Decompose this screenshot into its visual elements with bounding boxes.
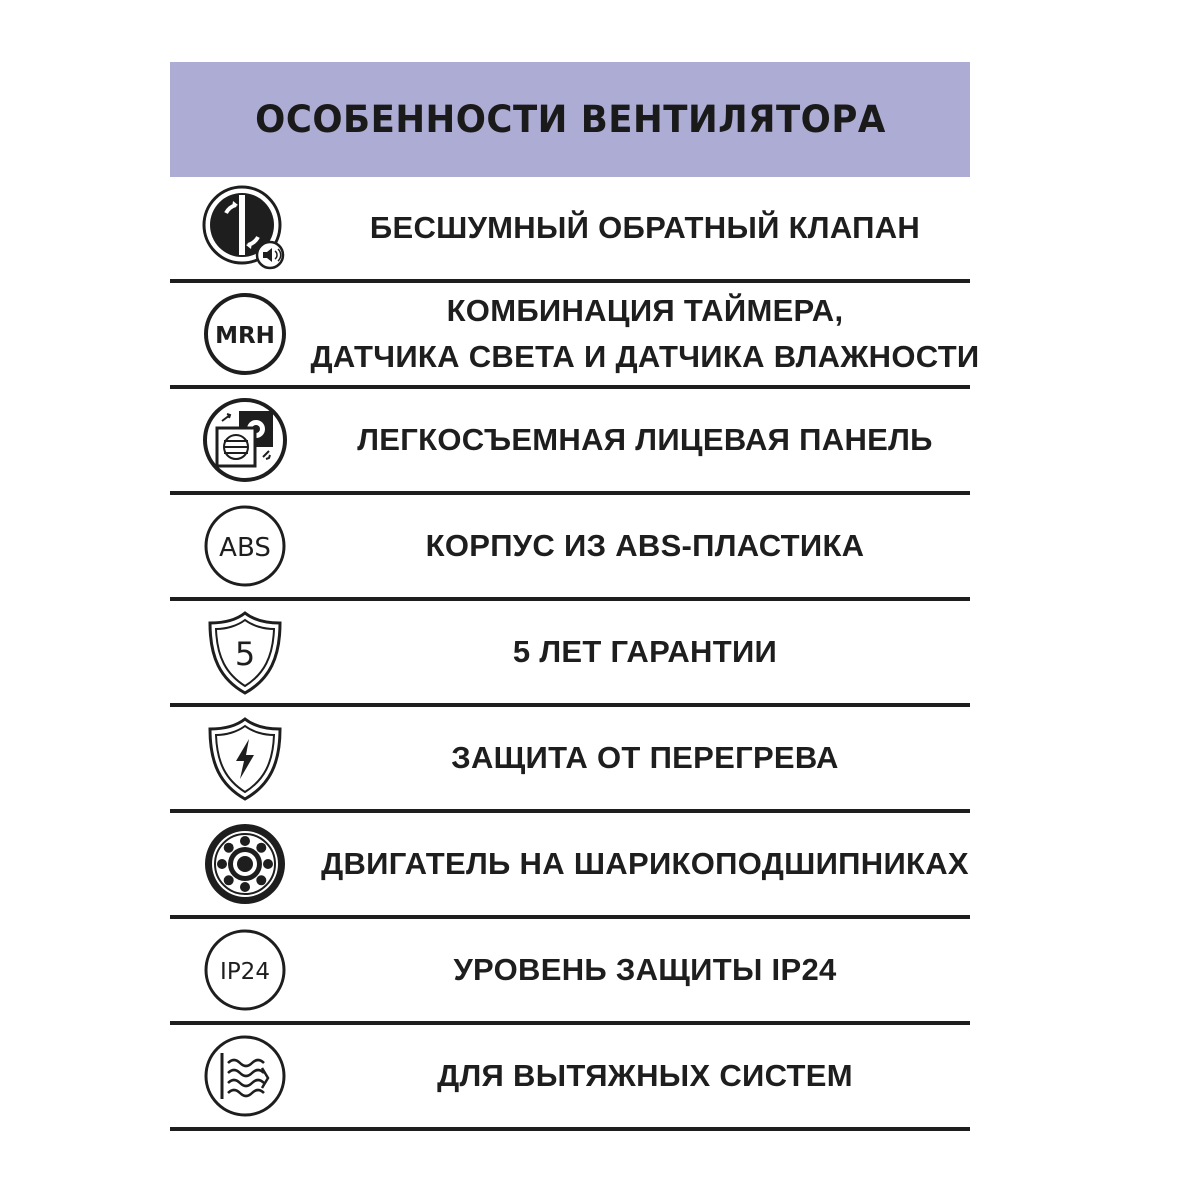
feature-row-mrh <box>170 283 980 389</box>
removable-panel-icon <box>200 395 290 485</box>
feature-row-overheat <box>170 707 970 813</box>
page-title: ОСОБЕННОСТИ ВЕНТИЛЯТОРА <box>254 98 886 141</box>
silent-check-valve-icon <box>200 183 290 273</box>
abs-icon-text: ABS <box>219 533 271 563</box>
ip24-icon-text: IP24 <box>220 959 270 985</box>
warranty-icon-text: 5 <box>234 635 256 673</box>
feature-list <box>170 177 980 1131</box>
abs-icon <box>200 501 290 591</box>
feature-label: ДЛЯ ВЫТЯЖНЫХ СИСТЕМ <box>437 1058 853 1093</box>
feature-label-line-2: ДАТЧИКА СВЕТА И ДАТЧИКА ВЛАЖНОСТИ <box>310 339 980 374</box>
feature-label: ДВИГАТЕЛЬ НА ШАРИКОПОДШИПНИКАХ <box>321 846 969 881</box>
feature-label-line-1: КОМБИНАЦИЯ ТАЙМЕРА, <box>446 293 844 328</box>
warranty-shield-icon <box>200 607 290 697</box>
overheat-shield-icon <box>200 713 290 803</box>
feature-label: УРОВЕНЬ ЗАЩИТЫ IP24 <box>453 952 837 987</box>
feature-label: БЕСШУМНЫЙ ОБРАТНЫЙ КЛАПАН <box>369 210 921 245</box>
feature-row-warranty <box>170 601 970 707</box>
feature-label: ЗАЩИТА ОТ ПЕРЕГРЕВА <box>451 740 839 775</box>
header-banner <box>170 62 970 177</box>
mrh-icon <box>200 289 290 379</box>
feature-label: КОРПУС ИЗ ABS-ПЛАСТИКА <box>425 528 865 563</box>
ip24-icon <box>200 925 290 1015</box>
feature-row-ip24 <box>170 919 970 1025</box>
feature-row-panel <box>170 389 970 495</box>
feature-label: ЛЕГКОСЪЕМНАЯ ЛИЦЕВАЯ ПАНЕЛЬ <box>357 422 933 457</box>
feature-label: 5 ЛЕТ ГАРАНТИИ <box>512 634 778 669</box>
feature-row-abs <box>170 495 970 601</box>
exhaust-flow-icon <box>200 1031 290 1121</box>
feature-row-exhaust <box>170 1025 970 1131</box>
feature-row-silent-valve <box>170 177 970 283</box>
feature-row-bearing <box>170 813 970 919</box>
mrh-icon-text: MRH <box>215 323 275 349</box>
ball-bearing-icon <box>200 819 290 909</box>
